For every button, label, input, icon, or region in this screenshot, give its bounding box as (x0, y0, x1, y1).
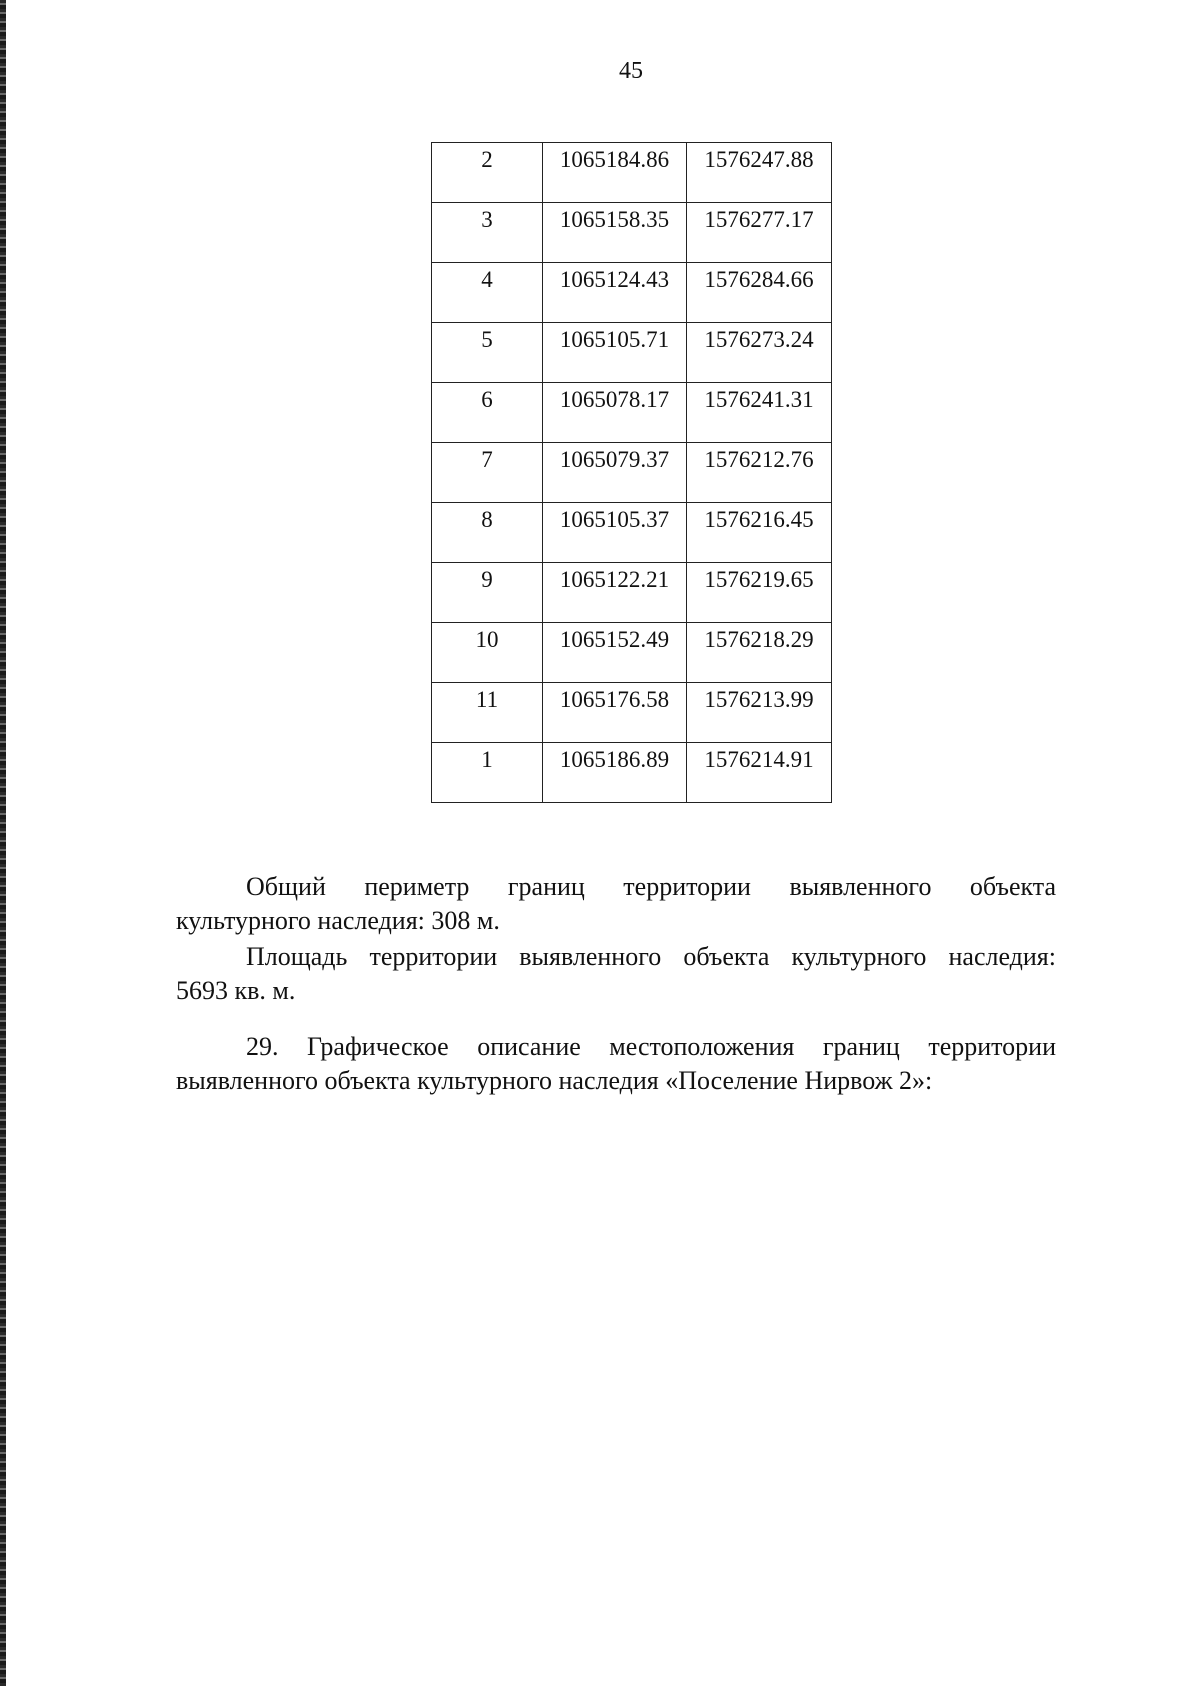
page-number: 45 (619, 58, 643, 84)
point-number-cell: 7 (432, 443, 543, 503)
y-coordinate-cell: 1576241.31 (687, 383, 832, 443)
table-row (432, 263, 832, 323)
point-number-cell: 5 (432, 323, 543, 383)
table-row (432, 743, 832, 803)
x-coordinate-cell: 1065124.43 (543, 263, 687, 323)
y-coordinate-cell: 1576219.65 (687, 563, 832, 623)
point-number-cell: 3 (432, 203, 543, 263)
section-29-line-1: 29. Графическое описание местоположения границ территории (246, 1032, 1056, 1061)
section-29-paragraph (176, 1030, 1056, 1098)
x-coordinate-cell: 1065122.21 (543, 563, 687, 623)
coordinates-table (431, 142, 832, 803)
x-coordinate-cell: 1065186.89 (543, 743, 687, 803)
table-row (432, 143, 832, 203)
y-coordinate-cell: 1576212.76 (687, 443, 832, 503)
section-29-line-2: выявленного объекта культурного наследия «Поселение Нирвож 2»: (176, 1066, 933, 1095)
table-row (432, 443, 832, 503)
coordinates-table-body (432, 143, 832, 803)
point-number-cell: 1 (432, 743, 543, 803)
area-line-1: Площадь территории выявленного объекта культурного наследия: (246, 942, 1056, 971)
y-coordinate-cell: 1576218.29 (687, 623, 832, 683)
y-coordinate-cell: 1576214.91 (687, 743, 832, 803)
point-number-cell: 4 (432, 263, 543, 323)
area-paragraph (176, 940, 1056, 1008)
point-number-cell: 6 (432, 383, 543, 443)
table-row (432, 503, 832, 563)
point-number-cell: 8 (432, 503, 543, 563)
x-coordinate-cell: 1065176.58 (543, 683, 687, 743)
point-number-cell: 2 (432, 143, 543, 203)
x-coordinate-cell: 1065158.35 (543, 203, 687, 263)
table-row (432, 683, 832, 743)
table-row (432, 563, 832, 623)
y-coordinate-cell: 1576247.88 (687, 143, 832, 203)
y-coordinate-cell: 1576273.24 (687, 323, 832, 383)
perimeter-line-1: Общий периметр границ территории выявленного объекта (246, 872, 1056, 901)
point-number-cell: 11 (432, 683, 543, 743)
x-coordinate-cell: 1065105.71 (543, 323, 687, 383)
x-coordinate-cell: 1065152.49 (543, 623, 687, 683)
table-row (432, 203, 832, 263)
x-coordinate-cell: 1065184.86 (543, 143, 687, 203)
scan-edge (0, 0, 6, 1686)
table-row (432, 623, 832, 683)
x-coordinate-cell: 1065078.17 (543, 383, 687, 443)
y-coordinate-cell: 1576284.66 (687, 263, 832, 323)
table-row (432, 323, 832, 383)
y-coordinate-cell: 1576216.45 (687, 503, 832, 563)
y-coordinate-cell: 1576277.17 (687, 203, 832, 263)
area-line-2: 5693 кв. м. (176, 976, 296, 1005)
point-number-cell: 10 (432, 623, 543, 683)
point-number-cell: 9 (432, 563, 543, 623)
table-row (432, 383, 832, 443)
x-coordinate-cell: 1065105.37 (543, 503, 687, 563)
perimeter-paragraph (176, 870, 1056, 938)
y-coordinate-cell: 1576213.99 (687, 683, 832, 743)
perimeter-line-2: культурного наследия: 308 м. (176, 906, 500, 935)
x-coordinate-cell: 1065079.37 (543, 443, 687, 503)
